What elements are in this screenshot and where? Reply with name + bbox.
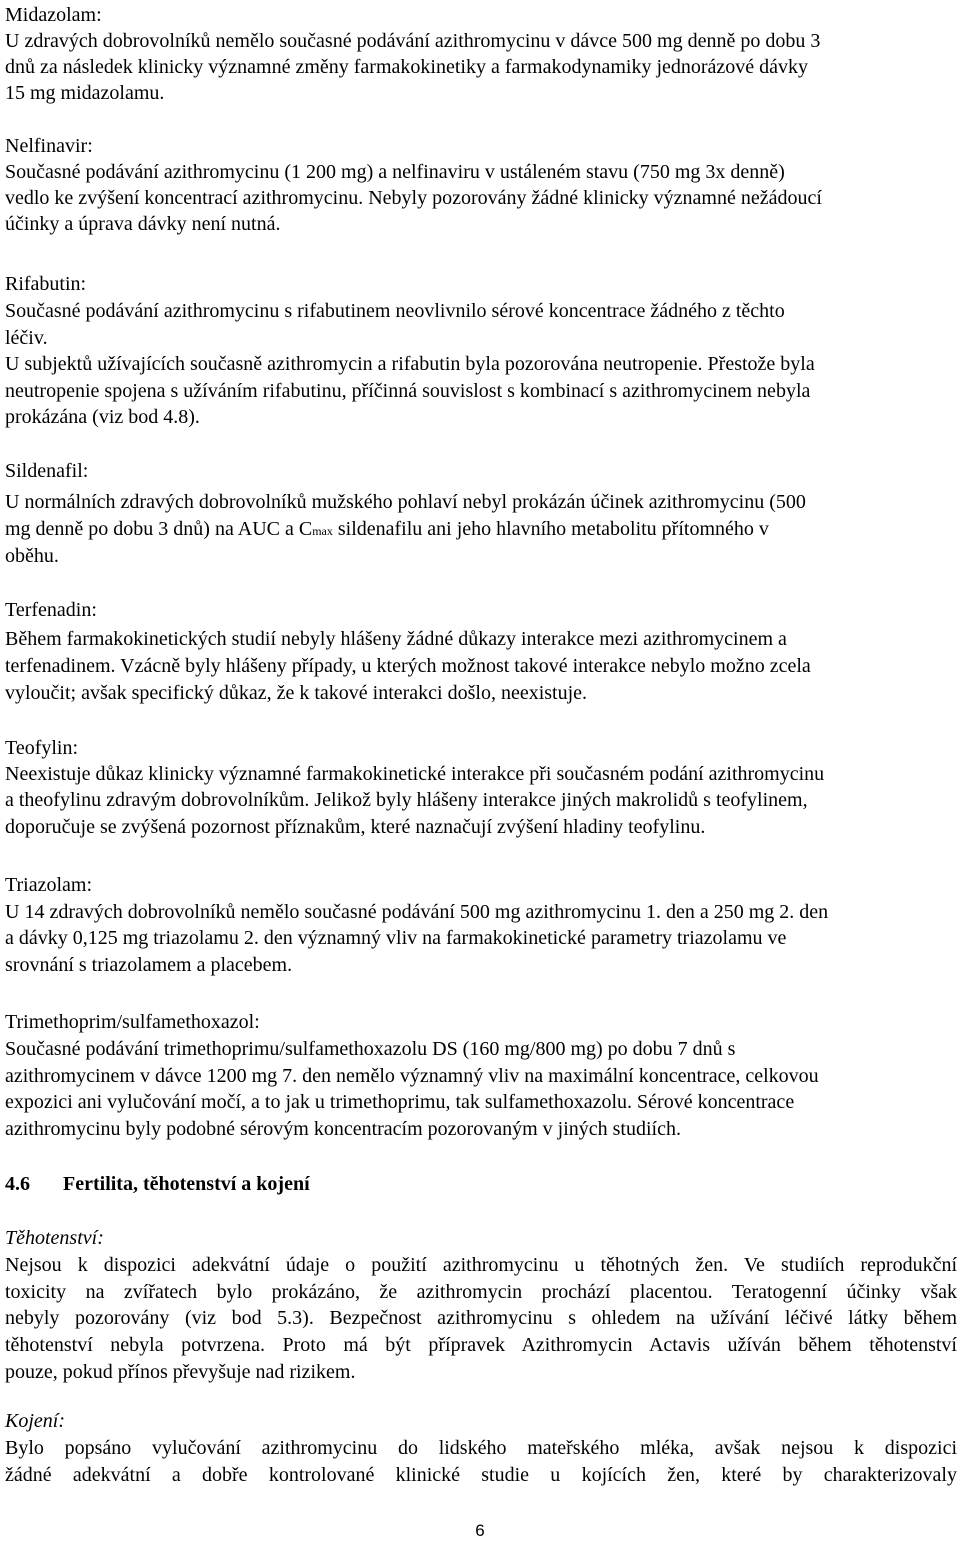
section-title: Rifabutin: [5, 273, 87, 295]
paragraph-line [5, 516, 769, 544]
section-title: Těhotenství: [5, 1227, 104, 1249]
paragraph-line: Během farmakokinetických studií nebyly hlášeny žádné důkazy interakce mezi azithromycinem a [5, 628, 787, 650]
section-title: Kojení: [5, 1410, 65, 1432]
paragraph-line: U zdravých dobrovolníků nemělo současné podávání azithromycinu v dávce 500 mg denně po dobu 3 [5, 30, 821, 52]
line-part: mg denně po dobu 3 dnů) na AUC a C [5, 518, 313, 540]
paragraph-line: Bylo popsáno vylučování azithromycinu do lidského mateřského mléka, avšak nejsou k dispozici [5, 1437, 957, 1459]
paragraph-line: prokázána (viz bod 4.8). [5, 406, 200, 428]
section-title: Midazolam: [5, 4, 102, 26]
paragraph-line: terfenadinem. Vzácně byly hlášeny případy, u kterých možnost takové interakce nebylo možno zcela [5, 655, 811, 677]
paragraph-line: expozici ani vylučování močí, a to jak u trimethoprimu, tak sulfamethoxazolu. Sérové koncentrace [5, 1091, 795, 1113]
paragraph-line: dnů za následek klinicky významné změny farmakokinetiky a farmakodynamiky jednorázové dávky [5, 56, 809, 78]
paragraph-line: neutropenie spojena s užíváním rifabutinu, příčinná souvislost s kombinací s azithromycinem nebyla [5, 380, 811, 402]
heading-number: 4.6 [5, 1173, 30, 1195]
paragraph-line: léčiv. [5, 327, 48, 349]
paragraph-line: těhotenství nebyla potvrzena. Proto má být přípravek Azithromycin Actavis užíván během těhotenství [5, 1334, 957, 1356]
section-title: Sildenafil: [5, 460, 89, 482]
section-title: Nelfinavir: [5, 135, 93, 157]
paragraph-line: a theofylinu zdravým dobrovolníkům. Jelikož byly hlášeny interakce jiných makrolidů s teofylinem, [5, 789, 808, 811]
paragraph-line: U 14 zdravých dobrovolníků nemělo současné podávání 500 mg azithromycinu 1. den a 250 mg 2. den [5, 901, 829, 923]
paragraph-line: toxicity na zvířatech bylo prokázáno, že azithromycin prochází placentou. Teratogenní účinky však [5, 1281, 957, 1303]
paragraph-line: nebyly pozorovány (viz bod 5.3). Bezpečnost azithromycinu s ohledem na užívání léčivé látky během [5, 1307, 957, 1329]
paragraph-line: U normálních zdravých dobrovolníků mužského pohlaví nebyl prokázán účinek azithromycinu (500 [5, 491, 806, 513]
paragraph-line: doporučuje se zvýšená pozornost příznakům, které naznačují zvýšení hladiny teofylinu. [5, 816, 706, 838]
paragraph-line: oběhu. [5, 545, 59, 567]
paragraph-line: U subjektů užívajících současně azithromycin a rifabutin byla pozorována neutropenie. Přestože byla [5, 353, 815, 375]
cmax-subscript: max [312, 524, 333, 538]
paragraph-line: a dávky 0,125 mg triazolamu 2. den významný vliv na farmakokinetické parametry triazolamu ve [5, 927, 787, 949]
line-part: sildenafilu ani jeho hlavního metabolitu přítomného v [332, 518, 769, 540]
paragraph-line: žádné adekvátní a dobře kontrolované klinické studie u kojících žen, které by charakterizovaly [5, 1464, 957, 1486]
section-title: Triazolam: [5, 874, 93, 896]
paragraph-line: Nejsou k dispozici adekvátní údaje o použití azithromycinu u těhotných žen. Ve studiích reprodukční [5, 1254, 957, 1276]
paragraph-line: Současné podávání trimethoprimu/sulfamethoxazolu DS (160 mg/800 mg) po dobu 7 dnů s [5, 1038, 736, 1060]
paragraph-line: Neexistuje důkaz klinicky významné farmakokinetické interakce při současném podání azithromycinu [5, 763, 825, 785]
section-title: Terfenadin: [5, 599, 97, 621]
paragraph-line: Současné podávání azithromycinu (1 200 mg) a nelfinaviru v ustáleném stavu (750 mg 3x denně) [5, 161, 785, 183]
paragraph-line: pouze, pokud přínos převyšuje nad rizikem. [5, 1361, 356, 1383]
paragraph-line: azithromycinu byly podobné sérovým koncentracím pozorovaným v jiných studiích. [5, 1118, 681, 1140]
paragraph-line: vedlo ke zvýšení koncentrací azithromycinu. Nebyly pozorovány žádné klinicky významné nežádoucí [5, 187, 822, 209]
paragraph-line: azithromycinem v dávce 1200 mg 7. den nemělo významný vliv na maximální koncentrace, celkovou [5, 1065, 819, 1087]
page-number: 6 [475, 1521, 485, 1540]
paragraph-line: Současné podávání azithromycinu s rifabutinem neovlivnilo sérové koncentrace žádného z těchto [5, 300, 785, 322]
heading-title: Fertilita, těhotenství a kojení [63, 1173, 310, 1195]
paragraph-line: srovnání s triazolamem a placebem. [5, 954, 293, 976]
section-title: Teofylin: [5, 737, 79, 759]
paragraph-line: 15 mg midazolamu. [5, 82, 165, 104]
paragraph-line: účinky a úprava dávky není nutná. [5, 213, 281, 235]
section-title: Trimethoprim/sulfamethoxazol: [5, 1011, 260, 1033]
paragraph-line: vyloučit; avšak specifický důkaz, že k takové interakci došlo, neexistuje. [5, 682, 588, 704]
